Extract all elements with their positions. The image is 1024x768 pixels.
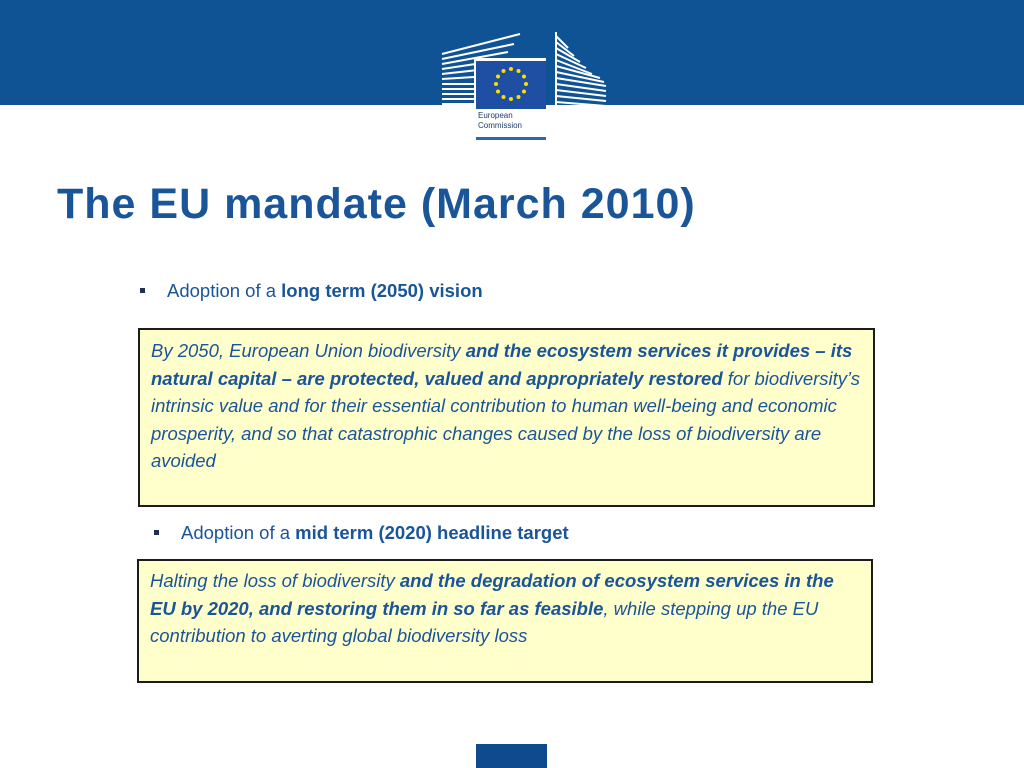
logo-text-line1: European [478, 111, 513, 120]
bullet1-prefix: Adoption of a [167, 280, 282, 301]
bullet-marker-icon [140, 288, 145, 293]
box1-italic2: for biodiversity’s intrinsic value and for their essential contribution to human well-being and economic prosperity, and so that catastrophic changes caused by the loss of biodiversity are avoided [151, 367, 861, 471]
box1-italic1: By 2050, European Union biodiversity [151, 340, 466, 361]
building-icon-right [556, 32, 606, 106]
logo-text-line2: Commission [478, 121, 523, 130]
footer-flag-tab [476, 744, 547, 768]
bullet1-bold: long term (2050) vision [281, 280, 483, 301]
box2-bold1: and the degradation of ecosystem services in the EU by 2020, and restoring them in so far as feasible [150, 570, 834, 619]
box2-italic1: Halting the loss of biodiversity [150, 570, 400, 591]
logo-text [478, 111, 548, 131]
box1-bold1: and the ecosystem services it provides – its natural capital – are protected, valued and appropriately restored [151, 340, 853, 389]
bullet2-bold: mid term (2020) headline target [295, 522, 569, 543]
bullet-long-term-vision [140, 280, 483, 302]
box2-italic2: , while stepping up the EU contribution to averting global biodiversity loss [150, 597, 819, 646]
slide-title: The EU mandate (March 2010) [57, 180, 696, 228]
bullet2-prefix: Adoption of a [181, 522, 296, 543]
bullet-marker-icon [154, 530, 159, 535]
bullet-mid-term-target [154, 522, 569, 544]
logo-underline [476, 137, 546, 140]
vision-text-box [138, 328, 875, 507]
target-text-box [137, 559, 873, 683]
